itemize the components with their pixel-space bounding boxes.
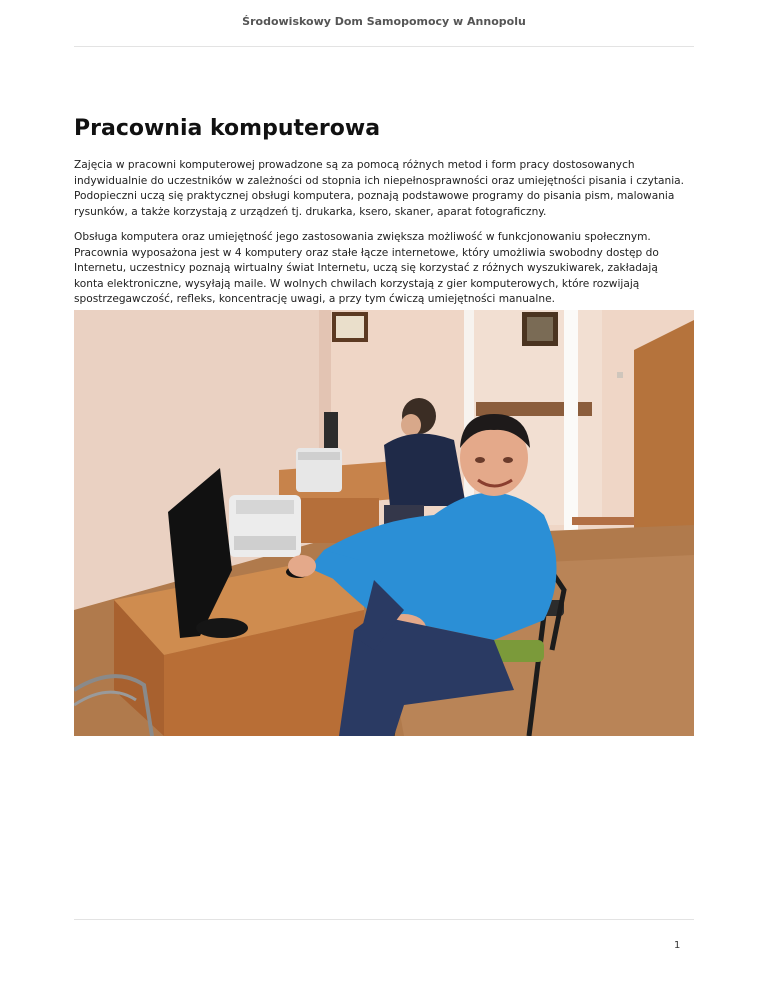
paragraph-2: Obsługa komputera oraz umiejętność jego zastosowania zwiększa możliwość w funkcjonowaniu społecznym. Pracownia wyposażona jest w 4 komputery oraz stałe łącze internetowe, który umożliwia swobodny dostęp do Internetu, uczestnicy poznają wirtualny świat Internetu, uczą się korzystać z różnych wyszukiwarek, zakładają konta elektroniczne, wysyłają maile. W wolnych chwilach korzystają z gier komputerowych, które rozwijają spostrzegawczość, refleks, koncentrację uwagi, a przy tym ćwiczą umiejętności manualne. <box>74 231 659 306</box>
footer-divider <box>74 919 694 920</box>
computer-room-photo <box>74 310 694 736</box>
header-divider <box>74 46 694 47</box>
paragraph-1: Zajęcia w pracowni komputerowej prowadzone są za pomocą różnych metod i form pracy dostosowanych indywidualnie do uczestników w zależności od stopnia ich niepełnosprawności oraz umiejętności pisania i czytania. Podopieczni uczą się praktycznej obsługi komputera, poznają podstawowe programy do pisania pism, malowania rysunków, a także korzystają z urządzeń tj. drukarka, ksero, skaner, aparat fotograficzny. <box>74 159 685 218</box>
page-title: Pracownia komputerowa <box>74 116 381 141</box>
page-number: 1 <box>674 940 681 951</box>
running-header: Środowiskowy Dom Samopomocy w Annopolu <box>242 15 526 28</box>
